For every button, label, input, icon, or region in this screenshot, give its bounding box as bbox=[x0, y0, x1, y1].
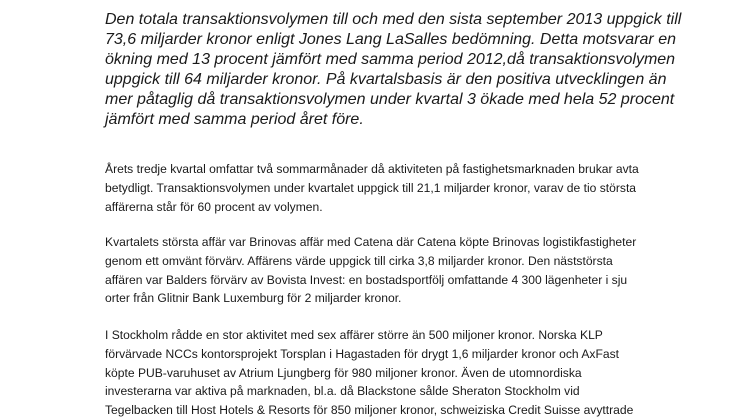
body-paragraph-stockholm bbox=[105, 326, 665, 419]
body-paragraph-q3-overview bbox=[105, 160, 665, 216]
lead-line: mer påtaglig då transaktionsvolymen under kvartal 3 ökade med hela 52 procent bbox=[105, 91, 675, 108]
paragraph-line: betydligt. Transaktionsvolymen under kvartalet uppgick till 21,1 miljarder kronor, varav de tio största bbox=[105, 180, 637, 195]
paragraph-line: genom ett omvänt förvärv. Affärens värde uppgick till cirka 3,8 miljarder kronor. Den näststörsta bbox=[105, 253, 613, 268]
body-paragraph-largest-deals bbox=[105, 233, 665, 308]
lead-line: jämfört med samma period året före. bbox=[105, 111, 364, 128]
lead-line: ökning med 13 procent jämfört med samma period 2012,då transaktionsvolymen bbox=[105, 51, 676, 68]
lead-line: Den totala transaktionsvolymen till och med den sista september 2013 uppgick till bbox=[105, 11, 682, 28]
lead-paragraph bbox=[105, 10, 682, 130]
paragraph-line: förvärvade NCCs kontorsprojekt Torsplan i Hagastaden för drygt 1,6 miljarder kronor och AxFast bbox=[105, 346, 619, 361]
paragraph-line: köpte PUB-varuhuset av Atrium Ljungberg för 980 miljoner kronor. Även de utomnordiska bbox=[105, 365, 582, 380]
paragraph-line: orter från Glitnir Bank Luxemburg för 2 miljarder kronor. bbox=[105, 291, 402, 306]
lead-line: 73,6 miljarder kronor enligt Jones Lang LaSalles bedömning. Detta motsvarar en bbox=[105, 31, 676, 48]
paragraph-line: Tegelbacken till Host Hotels & Resorts för 850 miljoner kronor, schweiziska Credit Suisse avyttrade bbox=[105, 403, 634, 418]
lead-line: uppgick till 64 miljarder kronor. På kvartalsbasis är den positiva utvecklingen än bbox=[105, 71, 667, 88]
paragraph-line: Kvartalets största affär var Brinovas affär med Catena där Catena köpte Brinovas logistikfastigheter bbox=[105, 235, 637, 249]
paragraph-line: investerarna var aktiva på marknaden, bl.a. då Blackstone sålde Sheraton Stockholm vid bbox=[105, 384, 580, 399]
paragraph-line: I Stockholm rådde en stor aktivitet med sex affärer större än 500 miljoner kronor. Norska KLP bbox=[105, 328, 603, 342]
paragraph-line: Årets tredje kvartal omfattar två sommarmånader då aktiviteten på fastighetsmarknaden brukar avta bbox=[105, 162, 639, 176]
paragraph-line: affären var Balders förvärv av Bovista Invest: en bostadsportfölj omfattande 4 300 lägenheter i sju bbox=[105, 272, 628, 287]
paragraph-line: affärerna står för 60 procent av volymen. bbox=[105, 199, 323, 214]
